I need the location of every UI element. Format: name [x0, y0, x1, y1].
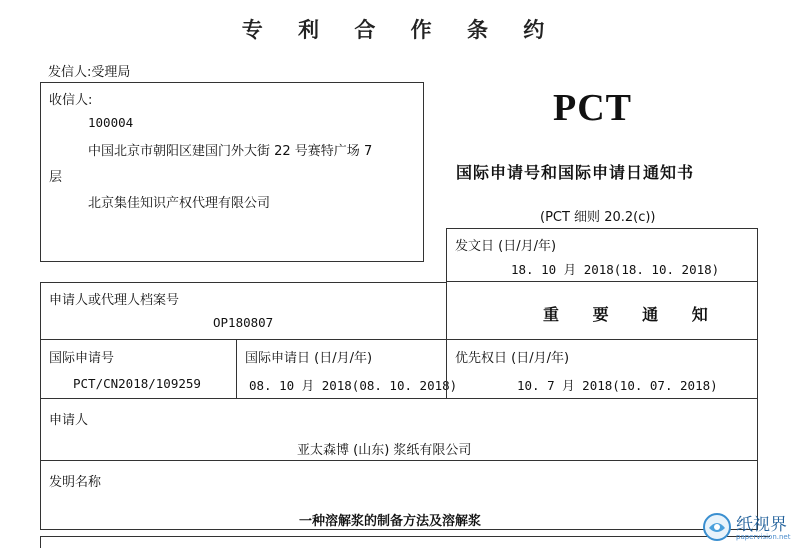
application-number-box — [40, 339, 237, 399]
recipient-box — [40, 82, 424, 262]
file-reference-label: 申请人或代理人档案号 — [49, 293, 180, 308]
applicant-value: 亚太森博 (山东) 浆纸有限公司 — [297, 443, 472, 458]
important-notice: 重 要 通 知 — [543, 305, 722, 324]
applicant-label: 申请人 — [49, 413, 89, 428]
recipient-label: 收信人: — [49, 93, 93, 108]
file-reference-box — [40, 282, 447, 340]
filing-date-value: 08. 10 月 2018(08. 10. 2018) — [249, 378, 458, 393]
invention-title-value: 一种溶解浆的制备方法及溶解浆 — [299, 514, 482, 529]
watermark-logo — [702, 508, 798, 544]
watermark-brand: 纸视界 — [736, 515, 787, 535]
recipient-address-line2: 层 — [49, 170, 63, 185]
application-number-label: 国际申请号 — [49, 351, 115, 366]
next-section-edge — [40, 536, 770, 548]
invention-title-label: 发明名称 — [49, 475, 102, 490]
pct-rule: (PCT 细则 20.2(c)) — [540, 210, 656, 225]
watermark-logo-icon — [702, 512, 732, 542]
recipient-agency: 北京集佳知识产权代理有限公司 — [88, 196, 271, 211]
applicant-box — [40, 398, 758, 461]
dispatch-date-box — [446, 228, 758, 282]
filing-date-box — [236, 339, 458, 399]
document-title: 专 利 合 作 条 约 — [241, 18, 559, 42]
sender-label: 发信人:受理局 — [48, 65, 131, 80]
filing-date-label: 国际申请日 (日/月/年) — [245, 351, 373, 366]
important-notice-box — [446, 281, 758, 340]
priority-date-box — [446, 339, 758, 399]
dispatch-date-value: 18. 10 月 2018(18. 10. 2018) — [511, 262, 720, 277]
watermark-url: papervision.net — [736, 533, 791, 541]
dispatch-date-label: 发文日 (日/月/年) — [455, 239, 557, 254]
recipient-postal-code: 100004 — [88, 115, 134, 130]
file-reference-value: OP180807 — [213, 315, 274, 330]
application-number-value: PCT/CN2018/109259 — [73, 376, 201, 391]
recipient-address-line1: 中国北京市朝阳区建国门外大街 22 号赛特广场 7 — [88, 144, 373, 159]
pct-heading: PCT — [553, 87, 632, 129]
notice-title: 国际申请号和国际申请日通知书 — [456, 163, 695, 182]
priority-date-label: 优先权日 (日/月/年) — [455, 351, 570, 366]
priority-date-value: 10. 7 月 2018(10. 07. 2018) — [517, 378, 718, 393]
invention-title-box — [40, 460, 758, 530]
